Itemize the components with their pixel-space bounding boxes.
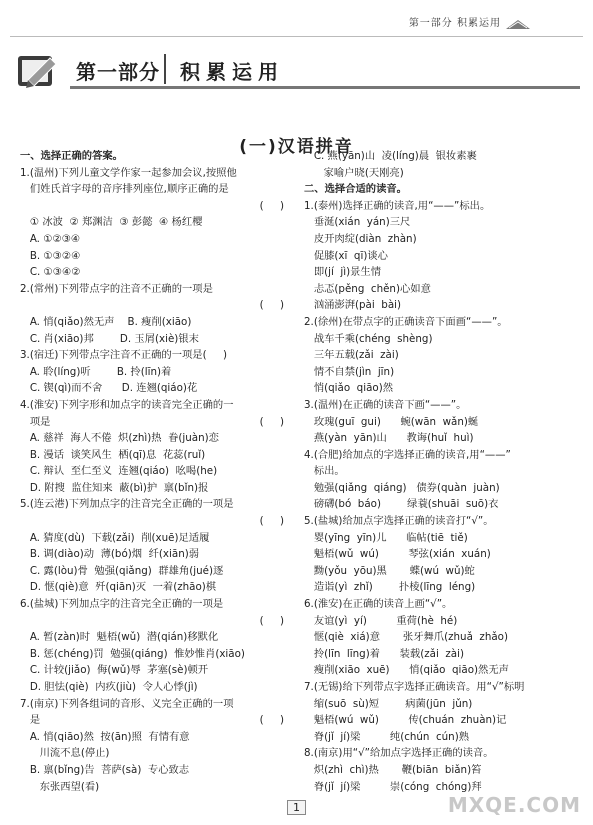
line-text: C. 燕(yān)山 凌(líng)晨 银妆素裹 [304, 150, 477, 162]
line-text: 惬(qiè xiá)意 张牙舞爪(zhuǎ zhǎo) [304, 631, 508, 644]
line-text: C. 露(lòu)骨 勉强(qiǎng) 群雄角(jué)逐 [20, 564, 224, 577]
line-text: C. 计较(jiǎo) 侮(wǔ)辱 茅塞(sè)顿开 [20, 664, 209, 677]
page-header [0, 0, 593, 42]
line-text: 魁梧(wǔ wú) 琴弦(xián xuán) [304, 548, 491, 561]
line-text: C. ①③④② [20, 266, 81, 279]
line-text: 2.(常州)下列带点字的注音不正确的一项是 [20, 282, 213, 295]
line-text: C. 辩认 至仁至义 连翘(qiáo) 吆喝(he) [20, 465, 218, 478]
right-column-line [304, 198, 574, 215]
answer-bracket: ( ) [259, 299, 284, 312]
right-column-line [304, 297, 574, 314]
right-column-line [304, 397, 574, 414]
right-column-line [304, 380, 574, 397]
line-text: 一、选择正确的答案。 [20, 150, 123, 162]
right-column-line [304, 679, 574, 696]
left-column-line [20, 530, 288, 547]
line-text: 战车千乘(chéng shèng) [304, 332, 433, 345]
right-column-line [304, 646, 574, 663]
right-column-line [304, 447, 574, 464]
left-column-line [20, 729, 288, 746]
header-rule [10, 36, 583, 37]
left-column-line [20, 281, 288, 298]
line-text: 磅礴(bó báo) 绿蓑(shuāi suō)衣 [304, 498, 499, 511]
line-text: 黝(yǒu yōu)黑 蝶(wú wǔ)蛇 [304, 564, 475, 577]
right-column-line [304, 430, 574, 447]
line-text: A. 慈祥 海人不倦 炽(zhì)热 眷(juàn)恋 [20, 432, 219, 445]
line-text: 3.(宿迁)下列带点字注音不正确的一项是( ) [20, 349, 228, 362]
line-text: 炽(zhì chì)热 鞭(biān biǎn)笞 [304, 763, 482, 776]
right-column-line [304, 314, 574, 331]
right-column [304, 148, 574, 795]
left-column [20, 148, 288, 795]
left-column-line [20, 679, 288, 696]
section-title: (一)汉语拼音 [239, 137, 354, 157]
line-text: C. 肖(xiāo)邦 D. 玉屑(xiè)银末 [20, 332, 199, 345]
part-banner [16, 46, 580, 92]
answer-bracket: ( ) [259, 714, 284, 727]
answer-bracket: ( ) [259, 614, 284, 627]
answer-bracket: ( ) [259, 415, 284, 428]
left-column-line [20, 745, 288, 762]
line-text: 7.(南京)下列各组词的音形、义完全正确的一项 [20, 697, 234, 710]
line-text: 2.(徐州)在带点字的正确读音下面画“——”。 [304, 315, 508, 328]
left-column-line [20, 165, 288, 182]
books-icon [505, 16, 531, 30]
left-column-line [20, 364, 288, 381]
line-text: 5.(连云港)下列加点字的注音完全正确的一项是 [20, 498, 234, 511]
line-text: B. 惩(chéng)罚 勉强(qiáng) 惟妙惟肖(xiāo) [20, 647, 245, 660]
left-column-line [20, 297, 288, 314]
right-column-line [304, 148, 574, 165]
line-text: 脊(jǐ jí)梁 纯(chún cún)熟 [304, 730, 470, 743]
line-text: 4.(淮安)下列字形和加点字的读音完全正确的一 [20, 398, 234, 411]
line-text: A. 悄(qiāo)然 按(ān)照 有情有意 [20, 730, 190, 743]
line-text: ① 冰波 ② 郑渊洁 ③ 彭懿 ④ 杨红樱 [20, 216, 203, 229]
part-title: 第一部分 [76, 60, 160, 84]
line-text: 7.(无锡)给下列带点字选择正确读音。用“√”标明 [304, 681, 525, 693]
left-column-line [20, 314, 288, 331]
header-text: 第一部分 积累运用 [408, 18, 501, 29]
line-text: 忐忑(pěng chěn)心如意 [304, 282, 431, 295]
line-text: 1.(泰州)选择正确的读音,用“——”标出。 [304, 199, 491, 212]
right-column-line [304, 696, 574, 713]
right-column-line [304, 513, 574, 530]
line-text: 是 [20, 714, 41, 727]
right-column-line [304, 496, 574, 513]
left-column-line [20, 148, 288, 165]
banner-underline [70, 86, 580, 89]
line-text: 8.(南京)用“√”给加点字选择正确的读音。 [304, 747, 494, 760]
answer-bracket: ( ) [259, 199, 284, 212]
line-text: 玫瑰(guī gui) 蜿(wān wǎn)蜒 [304, 415, 479, 428]
line-text: 项是 [20, 415, 51, 428]
part-subtitle: 积累运用 [180, 60, 284, 84]
right-column-line [304, 414, 574, 431]
right-column-line [304, 596, 574, 613]
left-column-line [20, 380, 288, 397]
right-column-line [304, 546, 574, 563]
line-text: 汹涌澎湃(pài bài) [304, 299, 402, 312]
right-column-line [304, 729, 574, 746]
line-text: A. 猜度(dù) 下载(zǎi) 削(xuē)足适履 [20, 531, 210, 544]
line-text: 垂涎(xián yán)三尺 [304, 216, 411, 229]
line-text: 川流不息(停止) [20, 747, 110, 760]
right-column-line [304, 613, 574, 630]
line-text: 二、选择合适的读音。 [304, 183, 407, 196]
left-column-line [20, 513, 288, 530]
line-text: 标出。 [304, 465, 345, 478]
right-column-line [304, 214, 574, 231]
line-text: 6.(盐城)下列加点字的注音完全正确的一项是 [20, 598, 224, 611]
line-text: 魁梧(wú wǔ) 传(chuán zhuàn)记 [304, 714, 507, 727]
line-text: A. 聆(líng)听 B. 拎(līn)着 [20, 365, 172, 378]
right-column-line [304, 165, 574, 182]
line-text: 们姓氏首字母的音序排列座位,顺序正确的是 [20, 183, 229, 196]
right-column-line [304, 231, 574, 248]
left-column-line [20, 397, 288, 414]
line-text: 4.(合肥)给加点的字选择正确的读音,用“——” [304, 448, 511, 461]
left-column-line [20, 496, 288, 513]
right-column-line [304, 264, 574, 281]
left-column-line [20, 248, 288, 265]
line-text: A. 悄(qiǎo)然无声 B. 瘦削(xiāo) [20, 315, 192, 328]
right-column-line [304, 463, 574, 480]
line-text: 6.(淮安)在正确的读音上画“√”。 [304, 598, 453, 611]
line-text: 5.(盐城)给加点字选择正确的读音打“√”。 [304, 515, 494, 528]
watermark-logo: MXQE.COM [447, 793, 581, 817]
pencil-notebook-icon [16, 52, 64, 90]
left-column-line [20, 662, 288, 679]
left-column-line [20, 463, 288, 480]
line-text: 情不自禁(jìn jīn) [304, 365, 395, 378]
line-text: B. 漫话 谈笑风生 栖(qī)息 花蕊(ruǐ) [20, 448, 206, 461]
left-column-line [20, 181, 288, 198]
right-column-line [304, 248, 574, 265]
line-text: 东张西望(看) [20, 780, 100, 793]
left-column-line [20, 331, 288, 348]
line-text: 即(jí jì)景生情 [304, 266, 382, 279]
line-text: 勉强(qiǎng qiáng) 债券(quàn juàn) [304, 481, 500, 494]
left-column-line [20, 563, 288, 580]
left-column-line [20, 198, 288, 215]
left-column-line [20, 231, 288, 248]
left-column-line [20, 214, 288, 231]
left-column-line [20, 646, 288, 663]
line-text: 缩(suō sù)短 病菌(jūn jǔn) [304, 697, 473, 710]
right-column-line [304, 629, 574, 646]
line-text: A. ①②③④ [20, 232, 81, 245]
left-column-line [20, 414, 288, 431]
banner-divider [164, 54, 166, 84]
line-text: B. 调(diào)动 薄(bó)烟 纤(xiān)弱 [20, 548, 200, 561]
line-text: 三年五载(zǎi zài) [304, 349, 399, 362]
left-column-line [20, 596, 288, 613]
left-column-line [20, 629, 288, 646]
line-text: C. 锲(qì)而不舍 D. 连翘(qiáo)花 [20, 382, 198, 395]
line-text: 3.(温州)在正确的读音下画“——”。 [304, 398, 467, 411]
line-text: 造诣(yì zhǐ) 扑棱(līng léng) [304, 581, 476, 594]
line-text: 1.(温州)下列儿童文学作家一起参加会议,按照他 [20, 166, 237, 179]
left-column-line [20, 579, 288, 596]
left-column-line [20, 347, 288, 364]
answer-bracket: ( ) [259, 515, 284, 528]
right-column-line [304, 762, 574, 779]
right-column-line [304, 662, 574, 679]
left-column-line [20, 480, 288, 497]
right-column-line [304, 530, 574, 547]
right-column-line [304, 480, 574, 497]
right-column-line [304, 745, 574, 762]
left-column-line [20, 762, 288, 779]
line-text: 家喻户晓(天刚亮) [304, 166, 404, 179]
line-text: A. 暂(zàn)时 魁梧(wǔ) 潜(qián)移默化 [20, 631, 219, 644]
line-text: 瘦削(xiāo xuē) 悄(qiǎo qiāo)然无声 [304, 664, 509, 677]
right-column-line [304, 347, 574, 364]
line-text: 婴(yīng yīn)儿 临帖(tiē tiě) [304, 531, 468, 544]
line-text: D. 胆怯(qiè) 内疚(jiù) 令人心悸(jì) [20, 681, 198, 693]
right-column-line [304, 563, 574, 580]
line-text: B. ①③②④ [20, 249, 81, 262]
right-column-line [304, 579, 574, 596]
right-column-line [304, 331, 574, 348]
left-column-line [20, 546, 288, 563]
left-column-line [20, 264, 288, 281]
line-text: D. 附搜 监住知来 蔽(bì)护 禀(bǐn)报 [20, 481, 209, 494]
left-column-line [20, 447, 288, 464]
left-column-line [20, 430, 288, 447]
line-text: 脊(jǐ jí)梁 崇(cóng chóng)拜 [304, 780, 482, 793]
line-text: 友谊(yì yí) 重荷(hè hé) [304, 614, 458, 627]
left-column-line [20, 712, 288, 729]
line-text: 皮开肉绽(diàn zhàn) [304, 232, 417, 245]
left-column-line [20, 613, 288, 630]
right-column-line [304, 364, 574, 381]
left-column-line [20, 696, 288, 713]
left-column-line [20, 779, 288, 796]
line-text: D. 惬(qiè)意 歼(qiān)灭 一着(zhāo)棋 [20, 581, 217, 594]
line-text: 悄(qiǎo qiāo)然 [304, 382, 394, 395]
right-column-line [304, 281, 574, 298]
line-text: 拎(līn līng)着 装载(zǎi zài) [304, 647, 464, 660]
right-column-line [304, 181, 574, 198]
page-number-label: 1 [287, 800, 306, 815]
line-text: 燕(yàn yān)山 教诲(huǐ huì) [304, 432, 474, 445]
line-text: 促膝(xī qī)谈心 [304, 249, 388, 262]
line-text: B. 禀(bǐng)告 菩萨(sà) 专心致志 [20, 763, 190, 776]
right-column-line [304, 712, 574, 729]
